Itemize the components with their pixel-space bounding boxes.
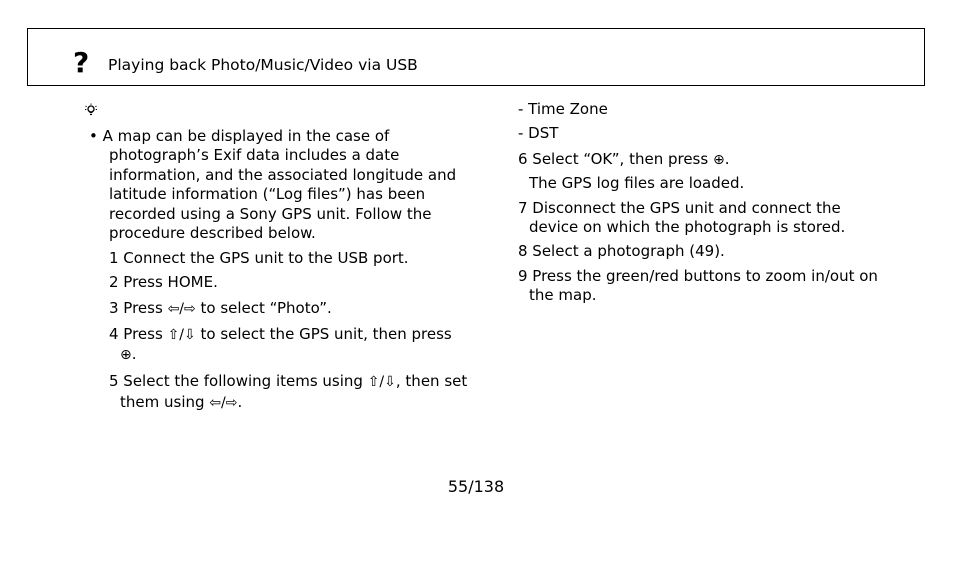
step-4-text: to select the GPS unit, then press [195, 325, 452, 343]
left-right-arrows-icon: ⇦/⇨ [167, 301, 196, 317]
step-6-text: . [724, 150, 730, 168]
question-mark-icon: ? [73, 46, 90, 79]
step-5-text: . [237, 393, 243, 411]
enter-button-icon: ⊕ [120, 347, 132, 363]
page-title: Playing back Photo/Music/Video via USB [108, 56, 418, 74]
header-box [27, 28, 925, 86]
step-7-continued: device on which the photograph is stored. [529, 218, 846, 236]
step-8: 8 Select a photograph (49). [518, 242, 725, 260]
step-4-text: . [131, 345, 137, 363]
up-down-arrows-icon: ⇧/⇩ [167, 327, 196, 343]
step-5-text: them using [120, 393, 210, 411]
left-right-arrows-icon: ⇦/⇨ [209, 395, 238, 411]
up-down-arrows-icon: ⇧/⇩ [367, 374, 396, 390]
page-number: 55/138 [447, 477, 505, 496]
tip-line: recorded using a Sony GPS unit. Follow the [109, 205, 432, 223]
tip-line: • A map can be displayed in the case of [89, 127, 390, 145]
step-6-note: The GPS log files are loaded. [529, 174, 745, 192]
enter-button-icon: ⊕ [712, 152, 725, 168]
step-4-continued [120, 345, 137, 365]
step-4 [109, 325, 452, 345]
step-2: 2 Press HOME. [109, 273, 218, 291]
item-time-zone: - Time Zone [518, 100, 608, 118]
tip-line: photograph’s Exif data includes a date [109, 146, 400, 164]
lightbulb-hint-icon [84, 103, 98, 117]
step-7: 7 Disconnect the GPS unit and connect the [518, 199, 841, 217]
tip-line: latitude information (“Log files”) has been [109, 185, 426, 203]
step-9: 9 Press the green/red buttons to zoom in/out on [518, 267, 878, 285]
tip-line: procedure described below. [109, 224, 316, 242]
step-6-text: 6 Select “OK”, then press [518, 150, 713, 168]
step-5-continued [120, 393, 242, 413]
tip-line: information, and the associated longitude and [109, 166, 457, 184]
step-3 [109, 299, 332, 319]
step-9-continued: the map. [529, 286, 597, 304]
step-5-text: 5 Select the following items using [109, 372, 368, 390]
step-5-text: , then set [395, 372, 468, 390]
step-1: 1 Connect the GPS unit to the USB port. [109, 249, 409, 267]
step-5 [109, 372, 467, 392]
item-dst: - DST [518, 124, 559, 142]
step-4-text: 4 Press [109, 325, 168, 343]
step-3-text: 3 Press [109, 299, 168, 317]
step-6 [518, 150, 729, 170]
step-3-text: to select “Photo”. [195, 299, 332, 317]
